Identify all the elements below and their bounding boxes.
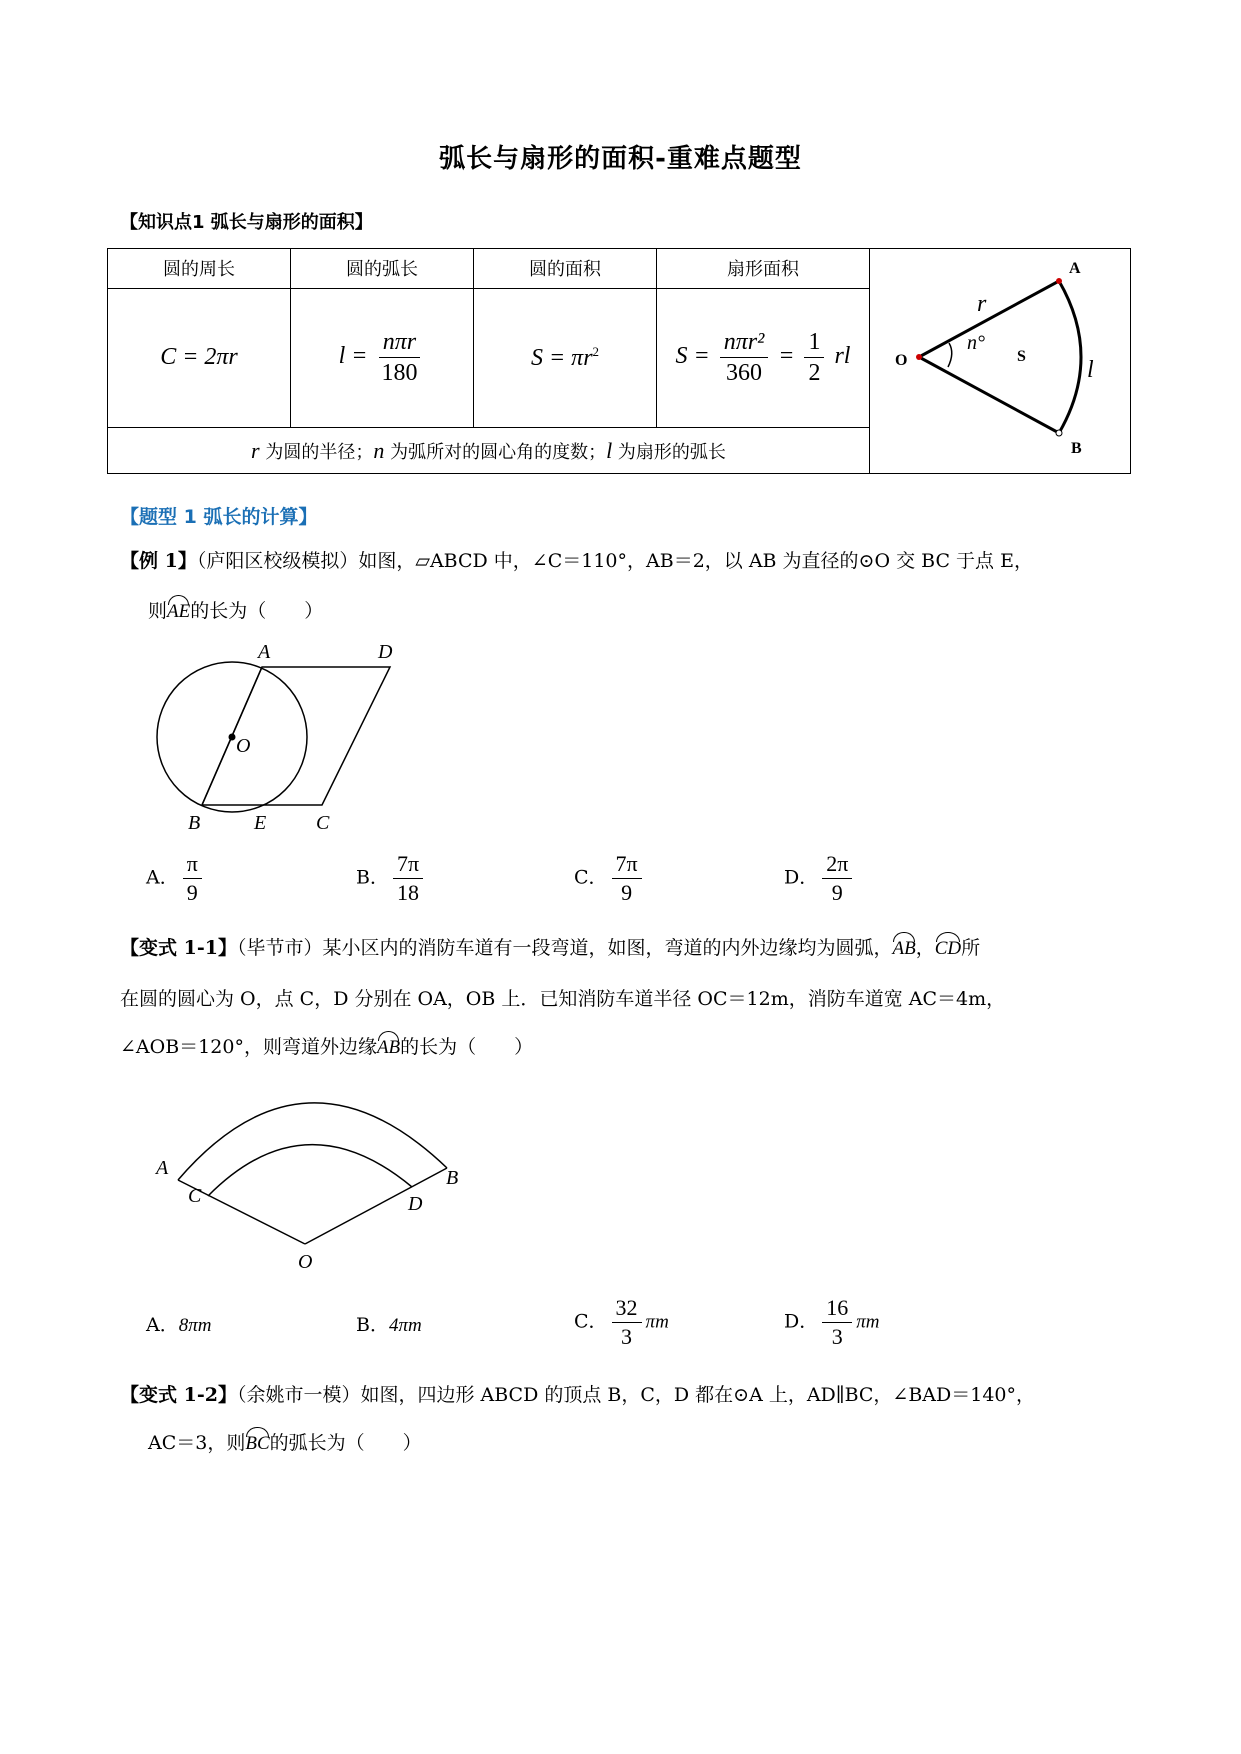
point-b-label: B xyxy=(188,812,201,834)
arc-bc: BC xyxy=(245,1429,269,1459)
arc-ae: AE xyxy=(167,597,190,627)
point-e-label: E xyxy=(254,812,267,834)
label-o: O xyxy=(895,352,908,369)
formula-table xyxy=(107,248,1131,474)
point-d-label: D xyxy=(378,641,393,663)
header-circle-area: 圆的面积 xyxy=(474,249,657,289)
variant-1-1-option-a[interactable]: A．8πm xyxy=(146,1314,212,1336)
circle-area-formula: $S = \pi r^2$ xyxy=(474,288,657,427)
point-o-label: O xyxy=(298,1251,313,1273)
header-arc-length: 圆的弧长 xyxy=(291,249,474,289)
arc-cd: CD xyxy=(935,934,961,964)
page-title: 弧长与扇形的面积-重难点题型 xyxy=(439,144,802,174)
example-1-line-2: 则AE的长为（ ） xyxy=(148,596,323,627)
label-n-degree: n° xyxy=(967,332,985,354)
point-a-label: A xyxy=(156,1157,169,1179)
label-a: A xyxy=(1069,260,1081,277)
circumference-formula: C = 2πr xyxy=(108,288,291,427)
arc-length-fraction: $\frac{\text{nπr}}{180}$ xyxy=(377,327,421,388)
half-fraction: $\frac{1}{2}$ xyxy=(804,327,824,388)
variant-1-1-option-d[interactable]: D． $\frac{16}{3}$ πm xyxy=(784,1295,880,1349)
example-1-option-b[interactable]: B． $\frac{7\pi}{18}$ xyxy=(356,850,427,907)
variant-1-1-line-1: 【变式 1-1】（毕节市）某小区内的消防车道有一段弯道，如图，弯道的内外边缘均为圆弧，AB，CD所 xyxy=(120,933,980,964)
variant-1-1-option-b[interactable]: B．4πm xyxy=(356,1314,422,1336)
header-circumference: 圆的周长 xyxy=(108,249,291,289)
point-b-label: B xyxy=(446,1167,459,1189)
variable-legend: r 为圆的半径；n 为弧所对的圆心角的度数；l 为扇形的弧长 xyxy=(108,428,870,474)
sector-diagram-cell xyxy=(870,249,1131,474)
sector-fraction: $\frac{\text{nπr²}}{360}$ xyxy=(720,327,769,388)
variant-1-1-line-2: 在圆的圆心为 O，点 C，D 分别在 OA，OB 上．已知消防车道半径 OC＝12m，消防车道宽 AC＝4m， xyxy=(120,988,1006,1010)
example-1-option-c[interactable]: C． $\frac{7\pi}{9}$ xyxy=(574,850,646,907)
example-1-option-d[interactable]: D． $\frac{2\pi}{9}$ xyxy=(784,850,856,907)
example-1-option-a[interactable]: A． $\frac{\pi}{9}$ xyxy=(146,850,206,907)
header-sector-area: 扇形面积 xyxy=(657,249,870,289)
point-c-label: C xyxy=(188,1185,202,1207)
sector-area-formula: S = $\frac{\text{nπr²}}{360}$ = $\frac{1}{2}$ rl xyxy=(657,288,870,427)
label-b: B xyxy=(1071,440,1082,457)
example-1-figure xyxy=(140,636,420,836)
variant-1-1-figure xyxy=(150,1074,470,1274)
point-a-label: A xyxy=(258,641,271,663)
variant-1-2-line-1: 【变式 1-2】（余姚市一模）如图，四边形 ABCD 的顶点 B，C，D 都在⊙A 上，AD∥BC，∠BAD＝140°， xyxy=(120,1384,1036,1406)
label-s: S xyxy=(1017,348,1026,365)
arc-ab-outer: AB xyxy=(377,1033,400,1063)
point-d-label: D xyxy=(408,1193,423,1215)
variant-1-2-line-2: AC＝3，则BC的弧长为（ ） xyxy=(148,1428,422,1459)
arc-ab: AB xyxy=(892,934,915,964)
example-1-line-1: 【例 1】（庐阳区校级模拟）如图，▱ABCD 中，∠C＝110°，AB＝2，以 AB 为直径的⊙O 交 BC 于点 E， xyxy=(120,550,1033,572)
sector-diagram xyxy=(871,249,1129,469)
label-l: l xyxy=(1087,357,1094,383)
point-c-label: C xyxy=(316,812,330,834)
type-1-heading: 【题型 1 弧长的计算】 xyxy=(120,506,318,528)
arc-length-formula: l = $\frac{\text{nπr}}{180}$ xyxy=(291,288,474,427)
label-r: r xyxy=(977,291,987,317)
knowledge-point-heading: 【知识点1 弧长与扇形的面积】 xyxy=(120,212,373,233)
variant-1-1-option-c[interactable]: C． $\frac{32}{3}$ πm xyxy=(574,1295,669,1349)
point-o-label: O xyxy=(236,735,251,757)
variant-1-1-line-3: ∠AOB＝120°，则弯道外边缘AB的长为（ ） xyxy=(120,1032,533,1063)
